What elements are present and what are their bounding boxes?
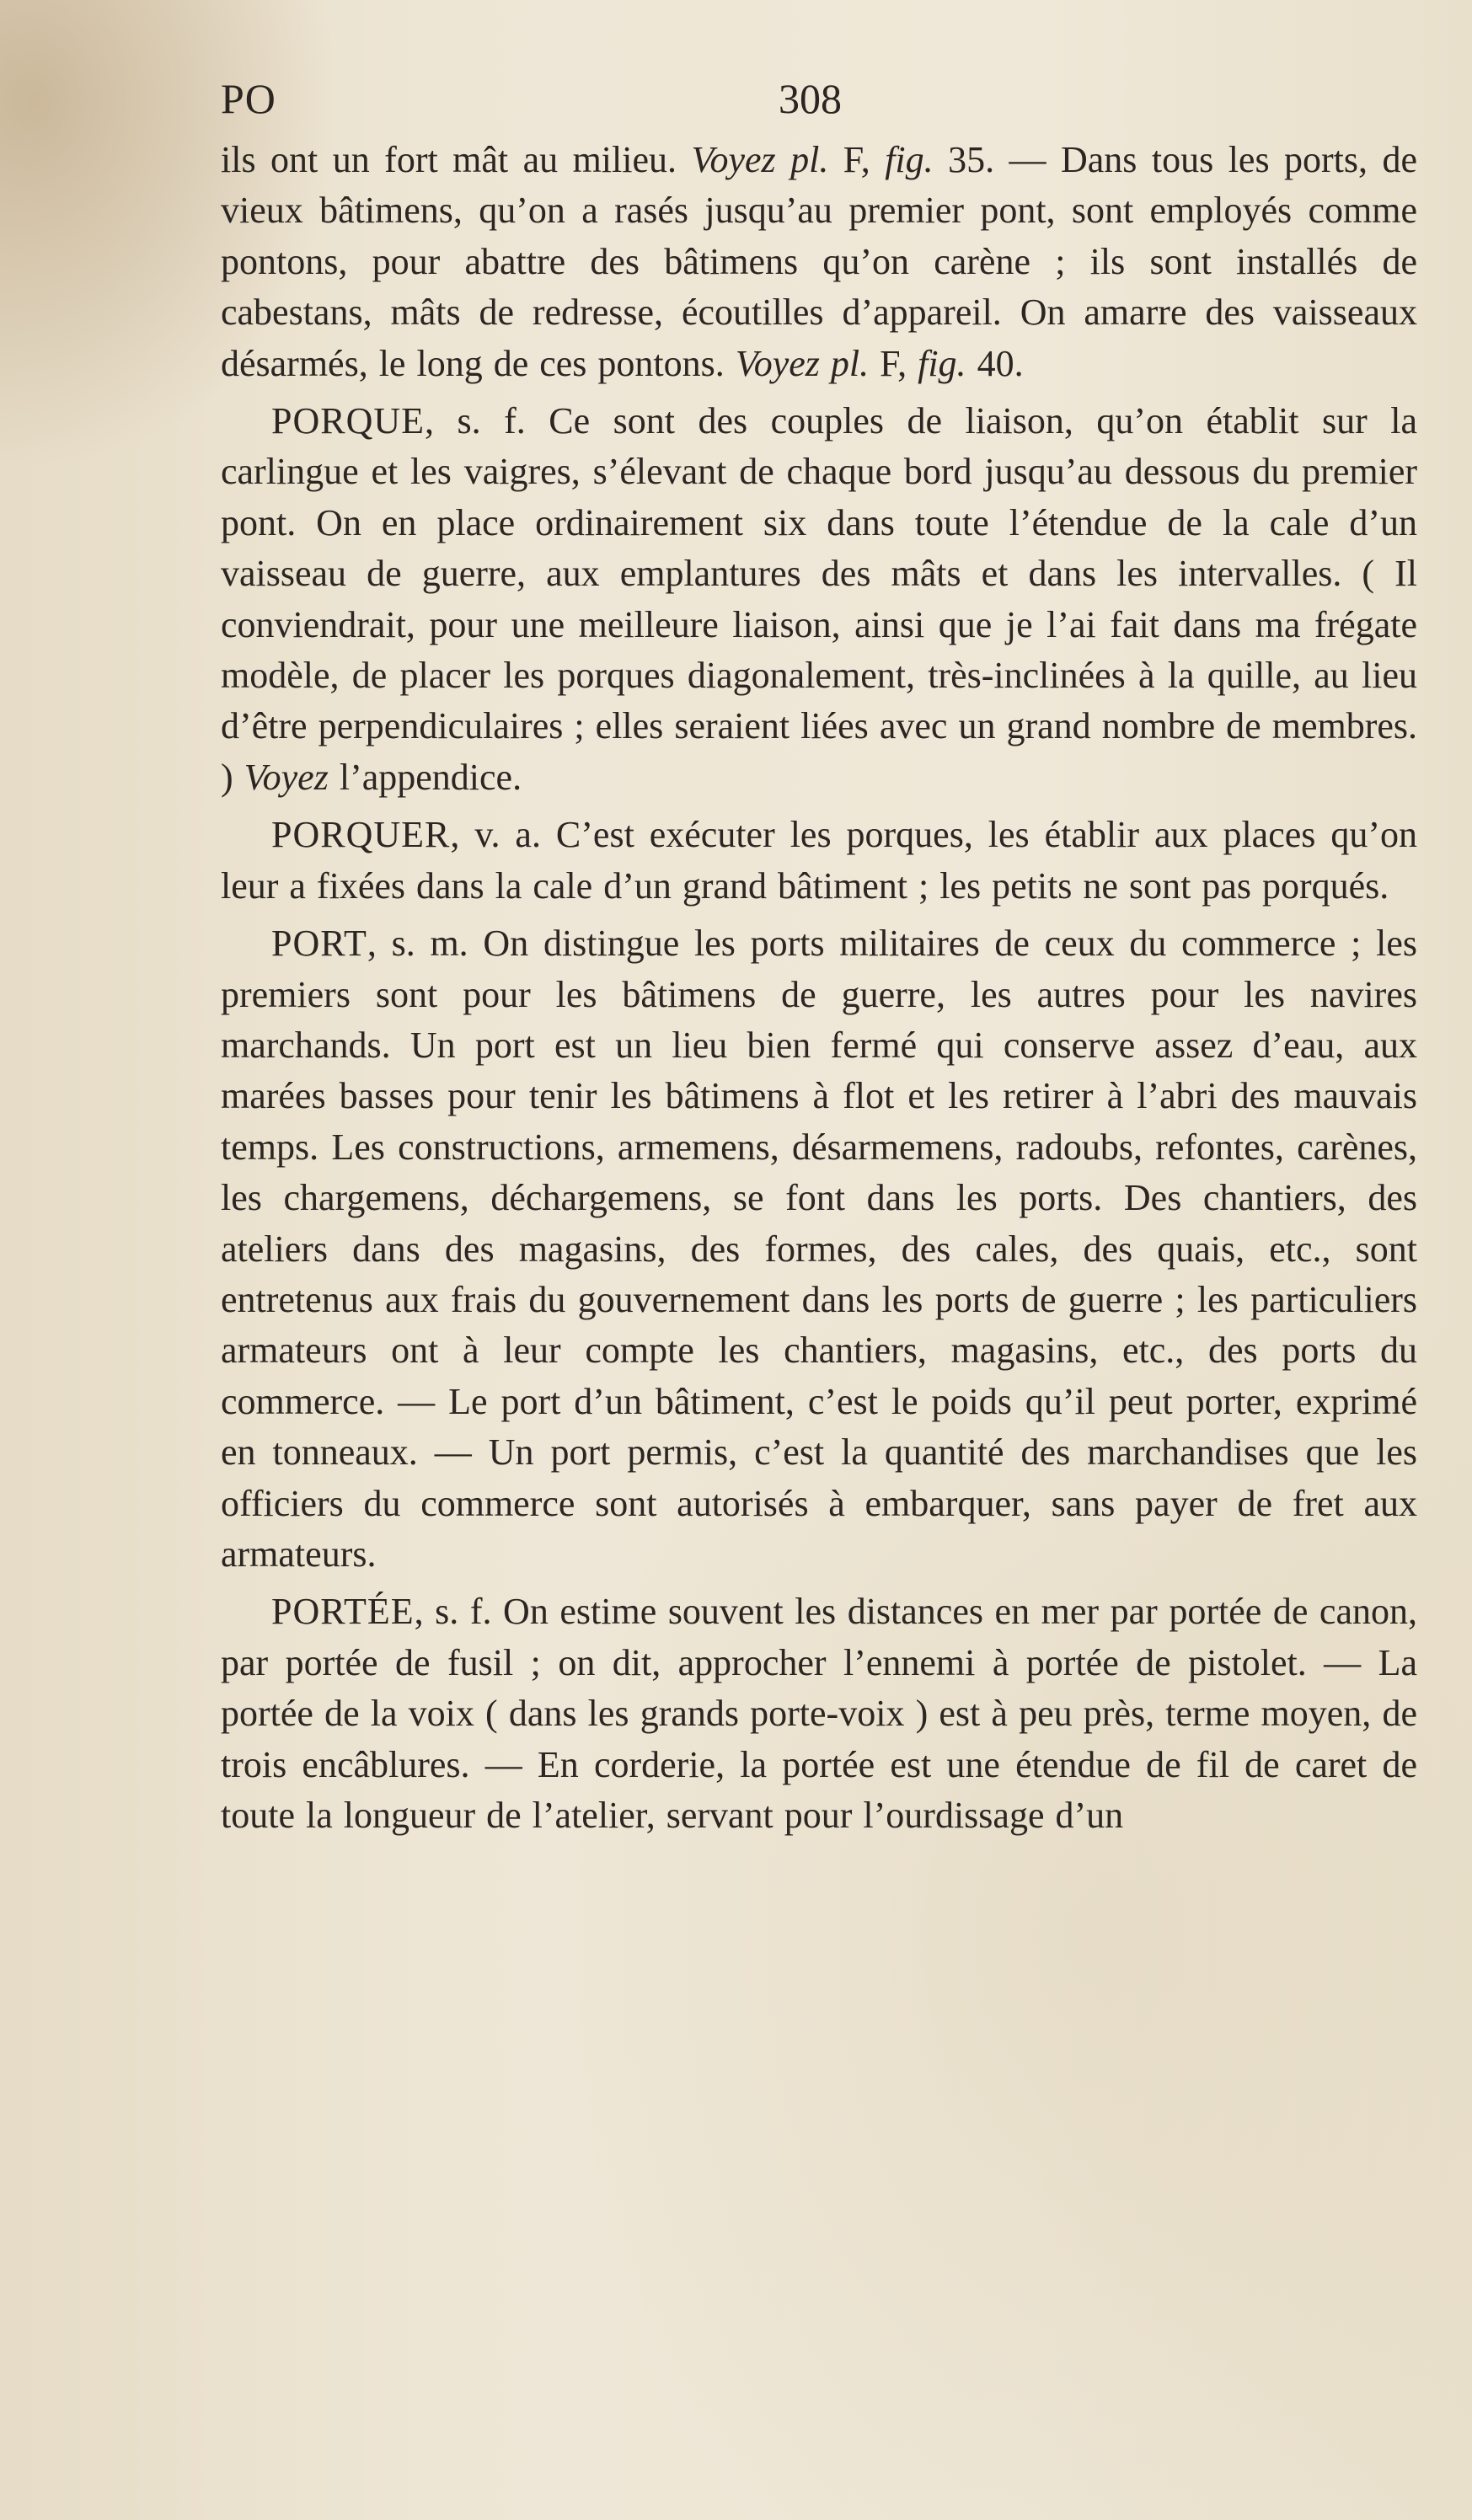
italic-text: fig. <box>885 139 934 180</box>
continued-paragraph <box>221 135 1417 389</box>
entry-headword: PORTÉE <box>271 1591 415 1633</box>
entry-text: , v. a. C’est exécuter les porques, les établir aux places qu’on leur a fixées dans la cale d’un grand bâtiment ; les petits ne sont pas porqués. <box>221 814 1417 907</box>
book-page <box>221 74 1417 1841</box>
entry-text: ils ont un fort mât au milieu. <box>221 139 692 180</box>
entry-text: , s. m. On distingue les ports militaires de ceux du commerce ; les premiers sont pour les bâtimens de guerre, les autres pour les navires marchands. Un port est un lieu bien fermé qui conserve assez d’eau, aux marées basses pour tenir les bâtimens à flot et les retirer à l’abri des mauvais temps. Les constructions, armemens, désarmemens, radoubs, refontes, carènes, les chargemens, déchargemens, se font dans les ports. Des chantiers, des ateliers dans des magasins, des formes, des cales, des quais, etc., sont entretenus aux frais du gouvernement dans les ports de guerre ; les particuliers armateurs ont à leur compte les chantiers, magasins, etc., des ports du commerce. — Le port d’un bâtiment, c’est le poids qu’il peut porter, exprimé en tonneaux. — Un port permis, c’est la quantité des marchandises que les officiers du commerce sont autorisés à embarquer, sans payer de fret aux armateurs. <box>221 923 1417 1575</box>
running-head <box>221 74 1417 133</box>
italic-text: Voyez <box>244 756 329 798</box>
entry-text: F, <box>828 139 886 180</box>
dictionary-entry <box>221 1586 1417 1841</box>
dictionary-entry <box>221 396 1417 803</box>
dictionary-entry <box>221 810 1417 912</box>
page-number: 308 <box>779 75 842 122</box>
italic-text: fig. <box>918 342 966 384</box>
entry-text: l’appendice. <box>328 756 522 798</box>
entry-text: 35. — Dans tous les ports, de vieux bâtimens, qu’on a rasés jusqu’au premier pont, sont employés comme pontons, pour abattre des bâtimens qu’on carène ; ils sont installés de cabestans, mâts de redresse, écoutilles d’appareil. On amarre des vaisseaux désarmés, le long de ces pontons. <box>221 139 1418 384</box>
entry-headword: PORT <box>271 923 367 965</box>
italic-text: Voyez pl. <box>691 139 829 180</box>
entry-text: , s. f. Ce sont des couples de liaison, qu’on établit sur la carlingue et les vaigres, s’élevant de chaque bord jusqu’au dessous du premier pont. On en place ordinairement six dans toute l’étendue de la cale d’un vaisseau de guerre, aux emplantures des mâts et dans les intervalles. ( Il conviendrait, pour une meilleure liaison, ainsi que je l’ai fait dans ma frégate modèle, de placer les porques diagonalement, très-inclinées à la quille, au lieu d’être perpendiculaires ; elles seraient liées avec un grand nombre de membres. ) <box>221 400 1417 798</box>
italic-text: Voyez pl. <box>735 342 870 384</box>
entry-text: , s. f. On estime souvent les distances en mer par portée de canon, par portée de fusil ; on dit, approcher l’ennemi à portée de pistolet. — La portée de la voix ( dans les grands porte-voix ) est à peu près, terme moyen, de trois encâblures. — En corderie, la portée est une étendue de fil de caret de toute la longueur de l’atelier, servant pour l’ourdissage d’un <box>221 1591 1417 1836</box>
entry-text: F, <box>869 342 918 384</box>
dictionary-text <box>221 135 1417 1841</box>
section-letters: PO <box>221 75 276 122</box>
entry-headword: PORQUE <box>271 400 426 442</box>
dictionary-entry <box>221 918 1417 1580</box>
entry-headword: PORQUER <box>271 814 451 856</box>
entry-text: 40. <box>966 342 1024 384</box>
